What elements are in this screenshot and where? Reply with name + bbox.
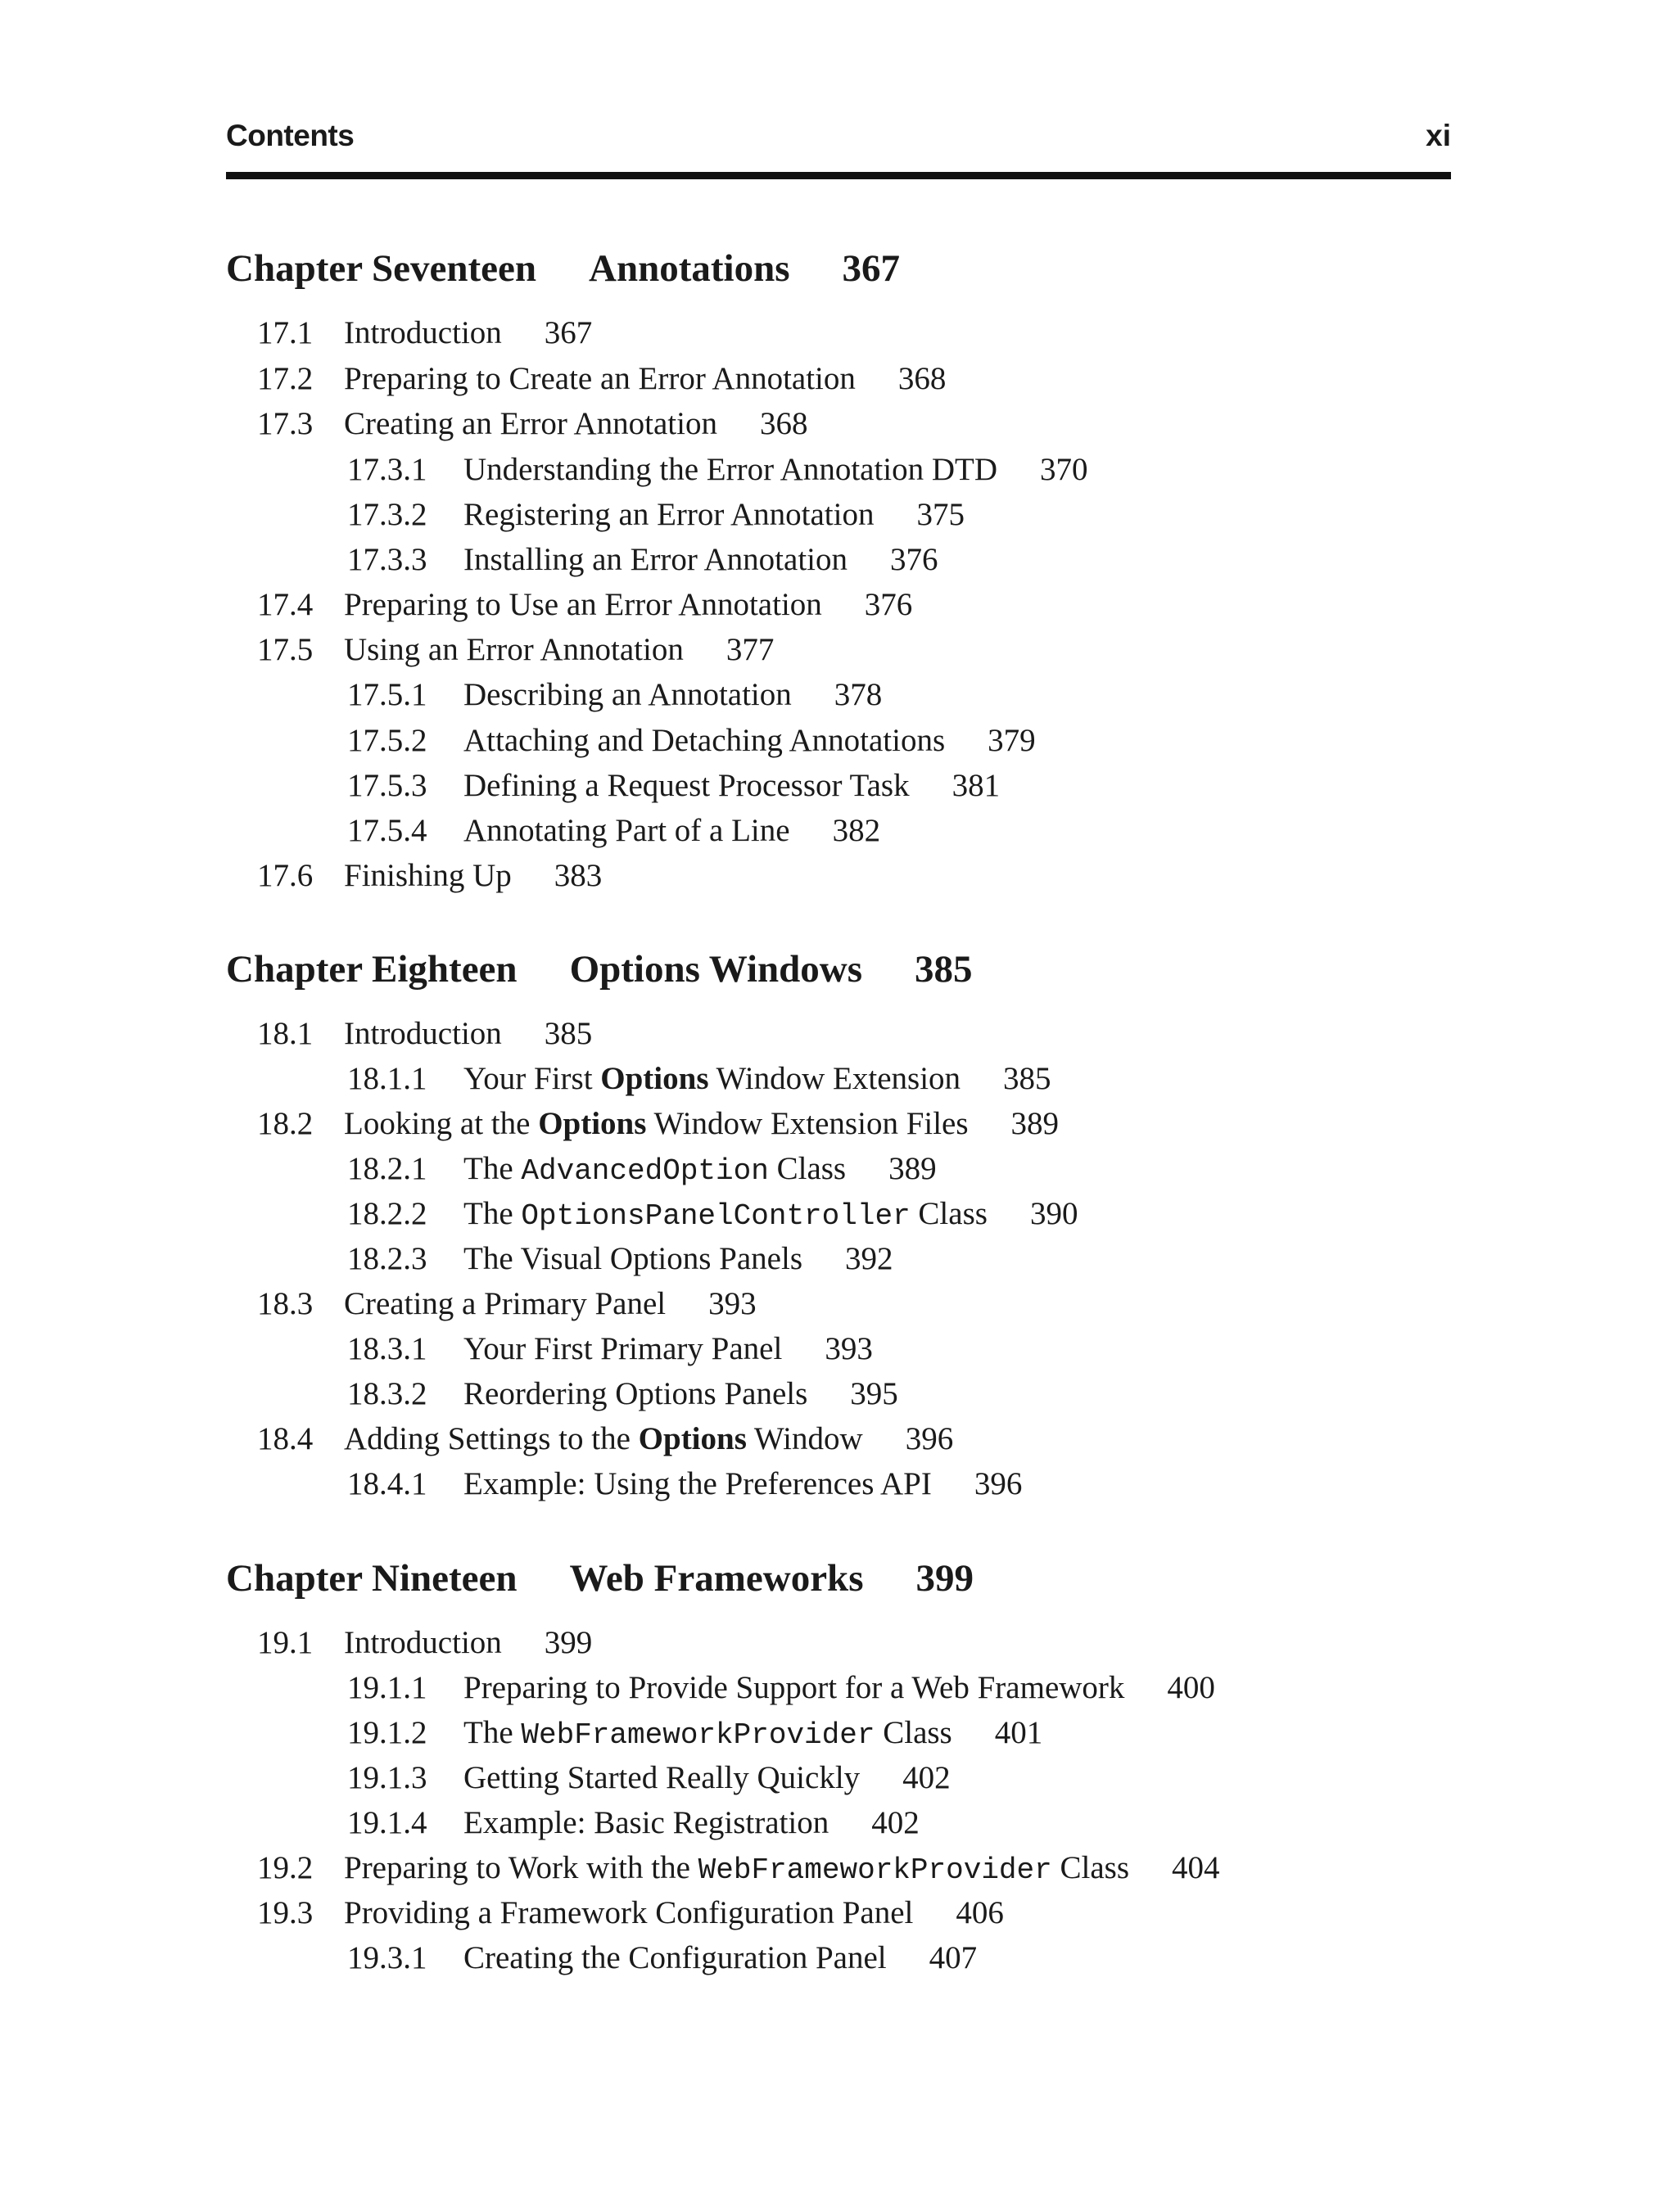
section-title [463, 1193, 988, 1238]
toc-entry [257, 312, 592, 354]
section-title [463, 1373, 807, 1415]
toc-subentry [347, 1802, 920, 1844]
section-page: 376 [890, 542, 938, 577]
section-title-text: Preparing to Work with the [344, 1850, 698, 1885]
section-number: 17.3 [257, 406, 314, 441]
toc-subentry [347, 810, 880, 852]
toc-subentry [347, 765, 1000, 807]
section-title-text: Using an Error Annotation [344, 632, 684, 667]
section-title [463, 449, 997, 491]
section-title [344, 584, 822, 626]
chapter-heading [226, 945, 973, 994]
section-number: 18.2.2 [347, 1196, 427, 1231]
section-number: 18.3.2 [347, 1376, 427, 1411]
section-title [463, 1238, 802, 1280]
toc-subentry [347, 1238, 893, 1280]
section-title [344, 629, 684, 671]
section-title-text: Looking at the [344, 1106, 539, 1141]
section-title [463, 1712, 952, 1757]
toc-subentry [347, 1757, 951, 1799]
section-number: 19.1.2 [347, 1715, 427, 1750]
section-number: 17.5.2 [347, 723, 427, 758]
section-title [344, 312, 502, 354]
section-page: 400 [1167, 1670, 1215, 1705]
section-page: 401 [994, 1715, 1043, 1750]
section-title-text: Introduction [344, 1625, 502, 1660]
section-title-text: The [463, 1715, 522, 1750]
section-number: 19.1.3 [347, 1760, 427, 1795]
section-number: 18.1 [257, 1016, 314, 1051]
section-title [463, 1802, 829, 1844]
section-title [344, 855, 512, 897]
toc-entry [257, 403, 807, 445]
section-title-text: Adding Settings to the [344, 1421, 639, 1456]
section-title [463, 765, 910, 807]
section-title [463, 1667, 1124, 1709]
section-page: 379 [988, 723, 1036, 758]
chapter-page: 399 [915, 1557, 974, 1600]
section-page: 381 [952, 768, 1001, 803]
section-title-text: Your First [463, 1061, 601, 1096]
running-header-title: Contents [226, 119, 355, 152]
section-number: 17.5.4 [347, 813, 427, 848]
section-number: 17.5 [257, 632, 314, 667]
toc-subentry [347, 1937, 977, 1980]
chapter-heading [226, 1554, 974, 1603]
section-title-text: Attaching and Detaching Annotations [463, 723, 946, 758]
section-page: 402 [902, 1760, 951, 1795]
toc-entry [257, 1283, 757, 1325]
section-number: 18.2.3 [347, 1241, 427, 1276]
section-title [344, 1283, 666, 1325]
section-number: 18.4.1 [347, 1466, 427, 1501]
section-page: 370 [1040, 452, 1088, 487]
section-title-text: Finishing Up [344, 858, 512, 893]
section-number: 17.3.2 [347, 497, 427, 532]
section-number: 17.5.1 [347, 677, 427, 712]
section-page: 378 [834, 677, 883, 712]
section-page: 367 [544, 315, 593, 350]
section-title-text: Providing a Framework Configuration Panel [344, 1895, 914, 1930]
section-title-code: WebFrameworkProvider [521, 1718, 875, 1752]
header-rule [226, 172, 1451, 179]
chapter-title: Options Windows [569, 948, 863, 991]
section-page: 368 [759, 406, 808, 441]
section-number: 19.1.1 [347, 1670, 427, 1705]
running-header [226, 118, 1451, 154]
section-page: 407 [929, 1940, 978, 1975]
toc-subentry [347, 1463, 1022, 1506]
chapter-label: Chapter Eighteen [226, 948, 518, 991]
section-title-code: WebFrameworkProvider [698, 1853, 1052, 1887]
section-title-code: AdvancedOption [521, 1154, 769, 1188]
section-title-text: Installing an Error Annotation [463, 542, 848, 577]
toc-subentry [347, 1058, 1051, 1100]
section-number: 18.4 [257, 1421, 314, 1456]
chapter-page: 367 [842, 247, 901, 290]
section-number: 19.1 [257, 1625, 314, 1660]
section-title [344, 1103, 969, 1145]
section-title-text: Preparing to Create an Error Annotation [344, 361, 856, 396]
toc-entry [257, 1847, 1220, 1889]
section-page: 395 [850, 1376, 898, 1411]
section-title-text: Window Extension [708, 1061, 961, 1096]
section-page: 382 [832, 813, 881, 848]
section-number: 18.2 [257, 1106, 314, 1141]
section-title-text: The [463, 1151, 522, 1186]
section-page: 377 [725, 632, 775, 667]
section-number: 18.1.1 [347, 1061, 427, 1096]
section-title [344, 1847, 1129, 1892]
toc-subentry [347, 449, 1088, 491]
section-page: 376 [864, 587, 913, 622]
section-title-text: Creating a Primary Panel [344, 1286, 667, 1321]
section-page: 390 [1029, 1196, 1078, 1231]
toc-subentry [347, 720, 1036, 762]
section-title-text: Defining a Request Processor Task [463, 768, 910, 803]
section-number: 17.2 [257, 361, 314, 396]
section-title [344, 1418, 863, 1460]
section-title [463, 674, 792, 716]
section-page: 406 [956, 1895, 1004, 1930]
section-title [463, 1937, 887, 1980]
chapter-label: Chapter Seventeen [226, 247, 537, 290]
section-title-text: Window Extension Files [646, 1106, 969, 1141]
section-title-text: Creating an Error Annotation [344, 406, 717, 441]
section-number: 19.3 [257, 1895, 314, 1930]
section-title [463, 1058, 961, 1100]
toc-entry [257, 629, 774, 671]
section-title-text: Window [746, 1421, 863, 1456]
toc-subentry [347, 539, 938, 581]
section-title [344, 358, 856, 400]
section-page: 385 [544, 1016, 593, 1051]
section-title [463, 810, 790, 852]
section-title-text: Class [768, 1151, 847, 1186]
section-title-text: Introduction [344, 1016, 502, 1051]
page-number-roman: xi [1426, 119, 1451, 152]
section-title-text: Reordering Options Panels [463, 1376, 808, 1411]
section-number: 18.3 [257, 1286, 314, 1321]
section-number: 17.6 [257, 858, 314, 893]
toc-subentry [347, 494, 965, 536]
section-title-text: Your First Primary Panel [463, 1331, 783, 1366]
section-title [344, 403, 717, 445]
section-title-text: Getting Started Really Quickly [463, 1760, 861, 1795]
section-number: 17.4 [257, 587, 314, 622]
section-title-text: Example: Using the Preferences API [463, 1466, 932, 1501]
section-title-text: Registering an Error Annotation [463, 497, 875, 532]
toc-entry [257, 1013, 592, 1055]
section-title [463, 539, 848, 581]
chapter-heading [226, 244, 900, 293]
section-title-text: Preparing to Use an Error Annotation [344, 587, 822, 622]
section-title-text: Describing an Annotation [463, 677, 792, 712]
section-title [344, 1013, 502, 1055]
section-title-emphasis: Options [638, 1421, 747, 1456]
section-number: 17.3.1 [347, 452, 427, 487]
section-number: 17.5.3 [347, 768, 427, 803]
toc-subentry [347, 1328, 873, 1370]
section-title [344, 1622, 502, 1664]
section-page: 389 [888, 1151, 937, 1186]
section-title [463, 1328, 782, 1370]
toc-entry [257, 1418, 953, 1460]
section-page: 393 [825, 1331, 873, 1366]
toc-entry [257, 358, 946, 400]
section-title-text: Preparing to Provide Support for a Web Framework [463, 1670, 1125, 1705]
section-title [463, 1148, 846, 1193]
section-title-text: Example: Basic Registration [463, 1805, 829, 1840]
toc-subentry [347, 1667, 1215, 1709]
toc-subentry [347, 1148, 937, 1190]
section-page: 393 [708, 1286, 757, 1321]
section-title-emphasis: Options [600, 1061, 709, 1096]
section-title-text: Class [1051, 1850, 1129, 1885]
section-page: 392 [845, 1241, 893, 1276]
section-number: 19.1.4 [347, 1805, 427, 1840]
section-title-code: OptionsPanelController [521, 1199, 911, 1233]
section-title-text: The [463, 1196, 522, 1231]
chapter-page: 385 [915, 948, 973, 991]
toc-subentry [347, 674, 882, 716]
section-number: 18.2.1 [347, 1151, 427, 1186]
section-title [344, 1892, 913, 1934]
section-number: 17.1 [257, 315, 314, 350]
section-number: 17.3.3 [347, 542, 427, 577]
section-page: 383 [554, 858, 603, 893]
toc-entry [257, 1622, 592, 1664]
section-page: 402 [871, 1805, 920, 1840]
toc-subentry [347, 1373, 898, 1415]
chapter-label: Chapter Nineteen [226, 1557, 518, 1600]
section-page: 396 [974, 1466, 1023, 1501]
section-title-text: The Visual Options Panels [463, 1241, 802, 1276]
section-title-text: Class [910, 1196, 988, 1231]
section-page: 368 [897, 361, 947, 396]
chapter-title: Web Frameworks [569, 1557, 864, 1600]
section-number: 18.3.1 [347, 1331, 427, 1366]
section-page: 404 [1172, 1850, 1220, 1885]
toc-subentry [347, 1193, 1078, 1235]
toc-entry [257, 855, 602, 897]
section-title-text: Annotating Part of a Line [463, 813, 790, 848]
section-title-text: Creating the Configuration Panel [463, 1940, 887, 1975]
toc-entry [257, 1103, 1059, 1145]
section-number: 19.2 [257, 1850, 314, 1885]
section-title-text: Understanding the Error Annotation DTD [463, 452, 998, 487]
section-page: 399 [544, 1625, 593, 1660]
section-title [463, 494, 874, 536]
section-page: 389 [1010, 1106, 1060, 1141]
toc-entry [257, 584, 912, 626]
section-page: 385 [1003, 1061, 1051, 1096]
section-page: 375 [916, 497, 965, 532]
section-title-text: Class [875, 1715, 952, 1750]
section-number: 19.3.1 [347, 1940, 427, 1975]
section-title-emphasis: Options [538, 1106, 647, 1141]
toc-subentry [347, 1712, 1042, 1754]
toc-entry [257, 1892, 1004, 1934]
section-title [463, 720, 945, 762]
section-title-text: Introduction [344, 315, 502, 350]
section-page: 396 [905, 1421, 954, 1456]
section-title [463, 1757, 860, 1799]
chapter-title: Annotations [589, 247, 790, 290]
section-title [463, 1463, 932, 1506]
